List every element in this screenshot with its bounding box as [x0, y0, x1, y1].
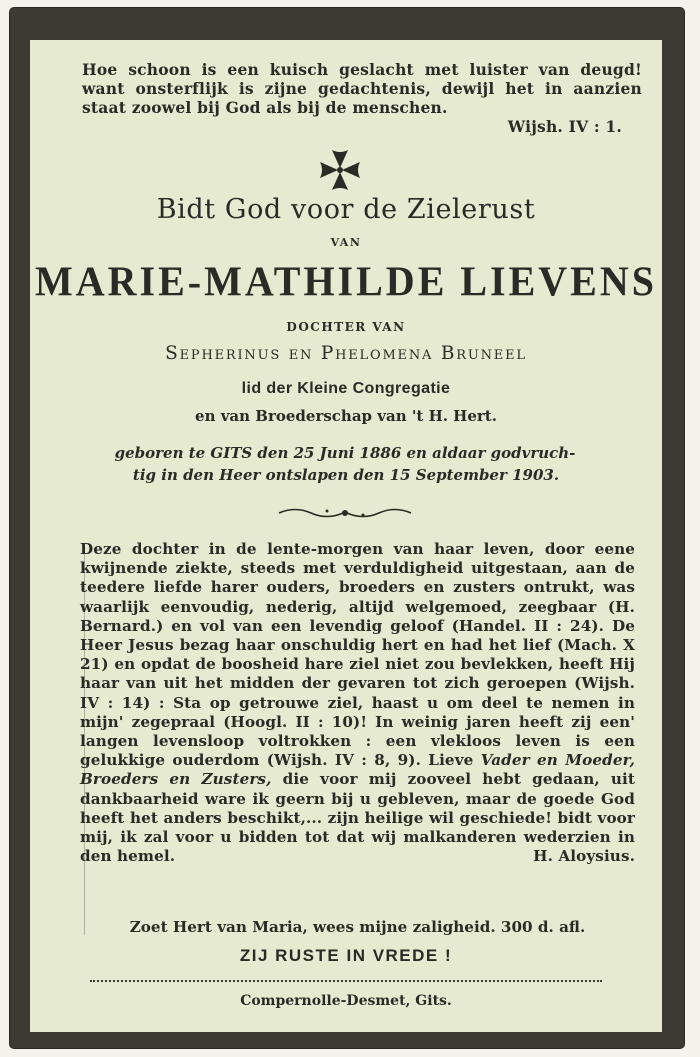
- epigraph-reference: Wijsh. IV : 1.: [507, 117, 622, 136]
- eulogy-text: [80, 540, 635, 866]
- parents-names: Sepherinus en Phelomena Bruneel: [165, 343, 527, 364]
- brotherhood-line: en van Broederschap van 't H. Hert.: [195, 407, 497, 425]
- van-label: VAN: [330, 236, 362, 249]
- birth-line-2: tig in den Heer ontslapen den 15 September 1903.: [132, 466, 560, 484]
- eulogy-italic: Vader en Moeder, Broeders en Zusters,: [80, 751, 635, 789]
- eulogy-part-2: die voor mij zooveel hebt gedaan, uit dankbaarheid ware ik geern bij u gebleven, maar de goede God heeft het anders beschikt,... zijn heilige wil geschiede! bidt voor mij, ik zal voor u bidden tot dat wij malkanderen wederzien in den hemel.: [80, 770, 636, 866]
- printer-credit: Compernolle-Desmet, Gits.: [240, 993, 452, 1009]
- memorial-card: [30, 40, 662, 1032]
- ornament-divider-icon: [275, 506, 415, 520]
- indulgence-prayer: Zoet Hert van Maria, wees mijne zaligheid. 300 d. afl.: [129, 918, 586, 936]
- maltese-cross-icon: [318, 148, 362, 192]
- epigraph-text: Hoe schoon is een kuisch geslacht met luister van deugd! want onsterflijk is zijne gedachtenis, dewijl het in aanzien staat zoowel bij God als bij de menschen.: [82, 60, 642, 117]
- prayer-heading: Bidt God voor de Zielerust: [156, 194, 536, 225]
- rest-in-peace: ZIJ RUSTE IN VREDE !: [239, 946, 453, 965]
- dotted-divider: [90, 980, 602, 982]
- birth-line-1: geboren te GITS den 25 Juni 1886 en aldaar godvruch-: [114, 444, 576, 462]
- epigraph: [82, 60, 642, 136]
- congregation-line: lid der Kleine Congregatie: [241, 380, 451, 397]
- dochter-van-label: DOCHTER VAN: [286, 320, 406, 334]
- eulogy-part-1: Deze dochter in de lente-morgen van haar leven, door eene kwijnende ziekte, steeds met verduldigheid uitgestaan, aan de teedere liefde harer ouders, broeders en zusters ontrukt, was waarlijk eenvoudig, nederig, altijd welgemoed, zeegbaar (H. Bernard.) en vol van een levendig geloof (Handel. II : 24). De Heer Jesus bezag haar onschuldig hert en had het lief (Mach. X 21) en opdat de boosheid hare ziel niet zou bevlekken, heeft Hij haar van uit het midden der gevaren tot zich geroepen (Wijsh. IV : 14) : Sta op getrouwe ziel, haast u om deel te nemen in mijn' zegepraal (Hoogl. II : 10)! In weinig jaren heeft zij een' langen levensloop voltrokken : een vlekloos leven is een gelukkige ouderdom (Wijsh. IV : 8, 9). Lieve: [80, 540, 635, 770]
- deceased-name: MARIE-MATHILDE LIEVENS: [35, 257, 657, 306]
- eulogy-signature: H. Aloysius.: [533, 847, 635, 866]
